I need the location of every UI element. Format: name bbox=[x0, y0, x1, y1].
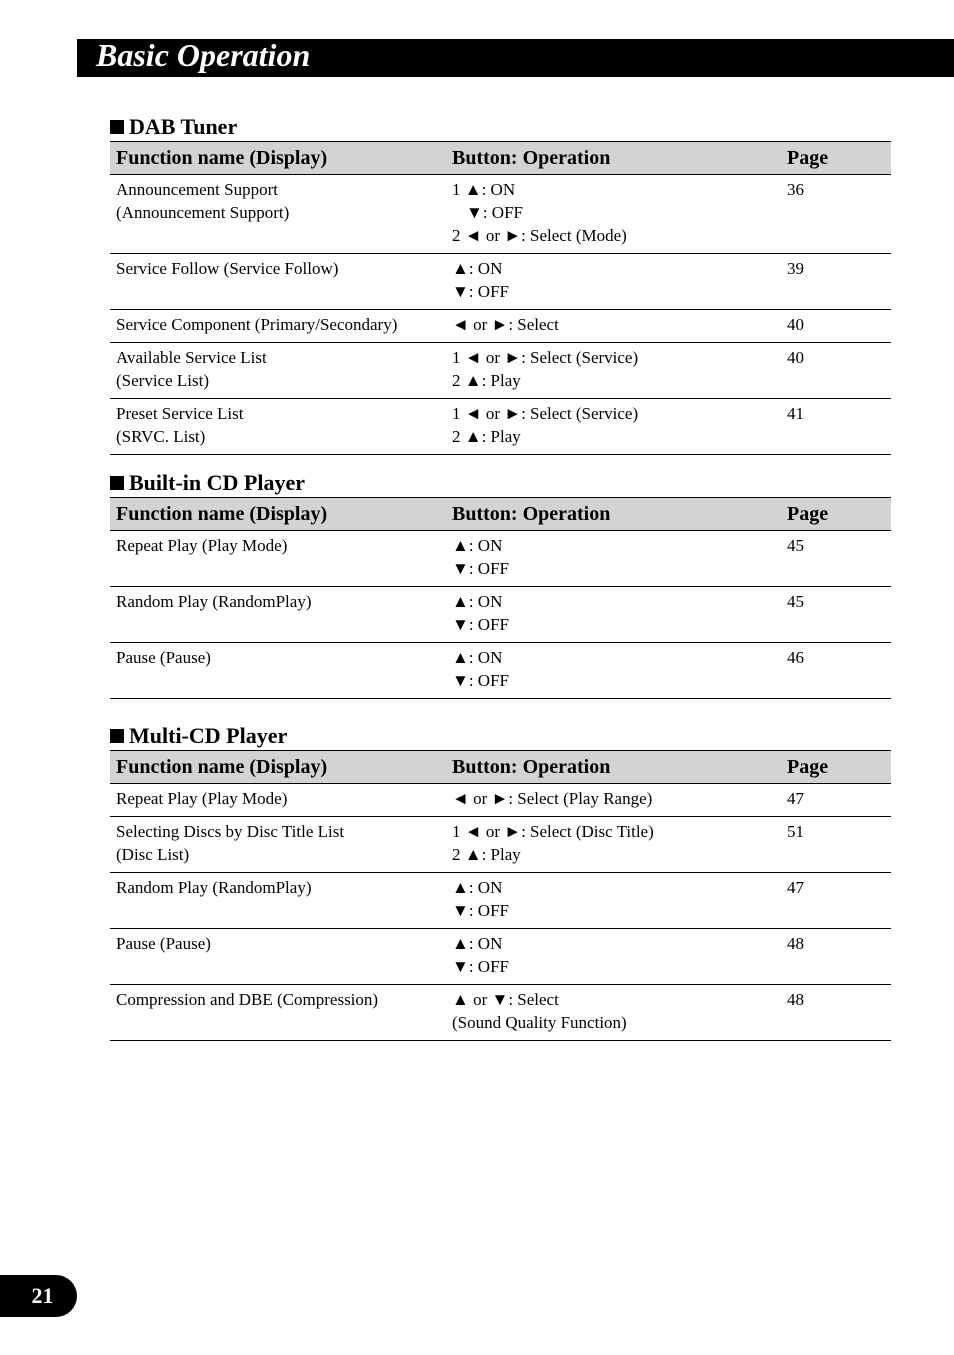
cell-line: ▼: OFF bbox=[452, 615, 509, 634]
button-operation-cell bbox=[446, 310, 781, 343]
page-cell: 47 bbox=[781, 784, 891, 817]
column-header-button: Button: Operation bbox=[446, 498, 781, 531]
button-operation-cell bbox=[446, 531, 781, 587]
button-operation-cell bbox=[446, 175, 781, 254]
function-name-cell bbox=[110, 587, 446, 643]
section-dab-tuner bbox=[110, 115, 891, 455]
cell-line: Preset Service List bbox=[116, 404, 244, 423]
section-title bbox=[110, 115, 891, 139]
cell-line: (Service List) bbox=[116, 371, 209, 390]
cell-line: ▼: OFF bbox=[452, 282, 509, 301]
table-row bbox=[110, 531, 891, 587]
cell-line: Random Play (RandomPlay) bbox=[116, 592, 312, 611]
table-row bbox=[110, 399, 891, 455]
page-cell: 40 bbox=[781, 310, 891, 343]
function-name-cell bbox=[110, 873, 446, 929]
function-table bbox=[110, 497, 891, 699]
function-name-cell bbox=[110, 784, 446, 817]
button-operation-cell bbox=[446, 929, 781, 985]
button-operation-cell bbox=[446, 254, 781, 310]
table-row bbox=[110, 817, 891, 873]
cell-line: Repeat Play (Play Mode) bbox=[116, 536, 288, 555]
section-title-text: DAB Tuner bbox=[129, 114, 238, 139]
cell-line: (Sound Quality Function) bbox=[452, 1013, 627, 1032]
page-cell: 41 bbox=[781, 399, 891, 455]
square-bullet-icon bbox=[110, 476, 124, 490]
function-name-cell bbox=[110, 531, 446, 587]
column-header-button: Button: Operation bbox=[446, 142, 781, 175]
cell-line: 2 ▲: Play bbox=[452, 845, 521, 864]
cell-line: (SRVC. List) bbox=[116, 427, 206, 446]
cell-line: Random Play (RandomPlay) bbox=[116, 878, 312, 897]
cell-line: ◄ or ►: Select bbox=[452, 315, 559, 334]
button-operation-cell bbox=[446, 343, 781, 399]
table-row bbox=[110, 784, 891, 817]
function-table bbox=[110, 141, 891, 455]
cell-line: (Disc List) bbox=[116, 845, 190, 864]
table-row bbox=[110, 929, 891, 985]
page-cell: 45 bbox=[781, 587, 891, 643]
function-name-cell bbox=[110, 254, 446, 310]
function-name-cell bbox=[110, 175, 446, 254]
button-operation-cell bbox=[446, 873, 781, 929]
section-title-text: Built-in CD Player bbox=[129, 470, 305, 495]
page-number: 21 bbox=[31, 1283, 54, 1308]
cell-line: 1 ◄ or ►: Select (Service) bbox=[452, 404, 639, 423]
section-multi-cd-player bbox=[110, 724, 891, 1041]
button-operation-cell bbox=[446, 643, 781, 699]
table-row bbox=[110, 343, 891, 399]
section-title-text: Multi-CD Player bbox=[129, 723, 288, 748]
cell-line: Compression and DBE (Compression) bbox=[116, 990, 379, 1009]
column-header-function: Function name (Display) bbox=[110, 142, 446, 175]
cell-line: ▼: OFF bbox=[452, 559, 509, 578]
function-name-cell bbox=[110, 817, 446, 873]
column-header-function: Function name (Display) bbox=[110, 498, 446, 531]
cell-line: ▲: ON bbox=[452, 536, 503, 555]
page-number-badge bbox=[0, 1275, 77, 1317]
button-operation-cell bbox=[446, 587, 781, 643]
cell-line: 2 ▲: Play bbox=[452, 427, 521, 446]
cell-line: 2 ▲: Play bbox=[452, 371, 521, 390]
cell-line: ◄ or ►: Select (Play Range) bbox=[452, 789, 653, 808]
cell-line: ▼: OFF bbox=[452, 901, 509, 920]
table-row bbox=[110, 587, 891, 643]
cell-line: Pause (Pause) bbox=[116, 648, 211, 667]
function-name-cell bbox=[110, 985, 446, 1041]
button-operation-cell bbox=[446, 985, 781, 1041]
table-row bbox=[110, 310, 891, 343]
page-title: Basic Operation bbox=[96, 37, 311, 73]
function-name-cell bbox=[110, 643, 446, 699]
cell-line: ▲: ON bbox=[452, 648, 503, 667]
square-bullet-icon bbox=[110, 729, 124, 743]
table-header-row bbox=[110, 751, 891, 784]
page-cell: 48 bbox=[781, 985, 891, 1041]
cell-line: Available Service List bbox=[116, 348, 267, 367]
cell-line: Pause (Pause) bbox=[116, 934, 211, 953]
function-name-cell bbox=[110, 310, 446, 343]
page-cell: 40 bbox=[781, 343, 891, 399]
function-name-cell bbox=[110, 343, 446, 399]
cell-line: ▼: OFF bbox=[452, 957, 509, 976]
function-name-cell bbox=[110, 399, 446, 455]
table-row bbox=[110, 873, 891, 929]
section-built-in-cd-player bbox=[110, 471, 891, 699]
page-cell: 46 bbox=[781, 643, 891, 699]
table-row bbox=[110, 175, 891, 254]
column-header-page: Page bbox=[781, 142, 891, 175]
cell-line: ▼: OFF bbox=[466, 203, 523, 222]
square-bullet-icon bbox=[110, 120, 124, 134]
table-header-row bbox=[110, 142, 891, 175]
cell-line: 1 ▲: ON bbox=[452, 180, 516, 199]
cell-line: 1 ◄ or ►: Select (Disc Title) bbox=[452, 822, 654, 841]
page-cell: 39 bbox=[781, 254, 891, 310]
cell-line: ▲ or ▼: Select bbox=[452, 990, 559, 1009]
page-cell: 48 bbox=[781, 929, 891, 985]
cell-line: Service Component (Primary/Secondary) bbox=[116, 315, 398, 334]
cell-line: ▼: OFF bbox=[452, 671, 509, 690]
page-cell: 36 bbox=[781, 175, 891, 254]
column-header-page: Page bbox=[781, 751, 891, 784]
cell-line: ▲: ON bbox=[452, 592, 503, 611]
cell-line: ▲: ON bbox=[452, 878, 503, 897]
section-title bbox=[110, 724, 891, 748]
table-header-row bbox=[110, 498, 891, 531]
cell-line: Repeat Play (Play Mode) bbox=[116, 789, 288, 808]
page-cell: 47 bbox=[781, 873, 891, 929]
header-bar bbox=[77, 39, 954, 77]
cell-line: (Announcement Support) bbox=[116, 203, 290, 222]
page-cell: 51 bbox=[781, 817, 891, 873]
button-operation-cell bbox=[446, 784, 781, 817]
column-header-function: Function name (Display) bbox=[110, 751, 446, 784]
table-row bbox=[110, 643, 891, 699]
column-header-page: Page bbox=[781, 498, 891, 531]
cell-line: Service Follow (Service Follow) bbox=[116, 259, 339, 278]
function-name-cell bbox=[110, 929, 446, 985]
cell-line: ▲: ON bbox=[452, 259, 503, 278]
cell-line: 2 ◄ or ►: Select (Mode) bbox=[452, 226, 627, 245]
button-operation-cell bbox=[446, 399, 781, 455]
cell-line: ▲: ON bbox=[452, 934, 503, 953]
section-title bbox=[110, 471, 891, 495]
function-table bbox=[110, 750, 891, 1041]
page-cell: 45 bbox=[781, 531, 891, 587]
cell-line: Announcement Support bbox=[116, 180, 278, 199]
table-row bbox=[110, 985, 891, 1041]
table-row bbox=[110, 254, 891, 310]
column-header-button: Button: Operation bbox=[446, 751, 781, 784]
cell-line: Selecting Discs by Disc Title List bbox=[116, 822, 345, 841]
cell-line: 1 ◄ or ►: Select (Service) bbox=[452, 348, 639, 367]
button-operation-cell bbox=[446, 817, 781, 873]
